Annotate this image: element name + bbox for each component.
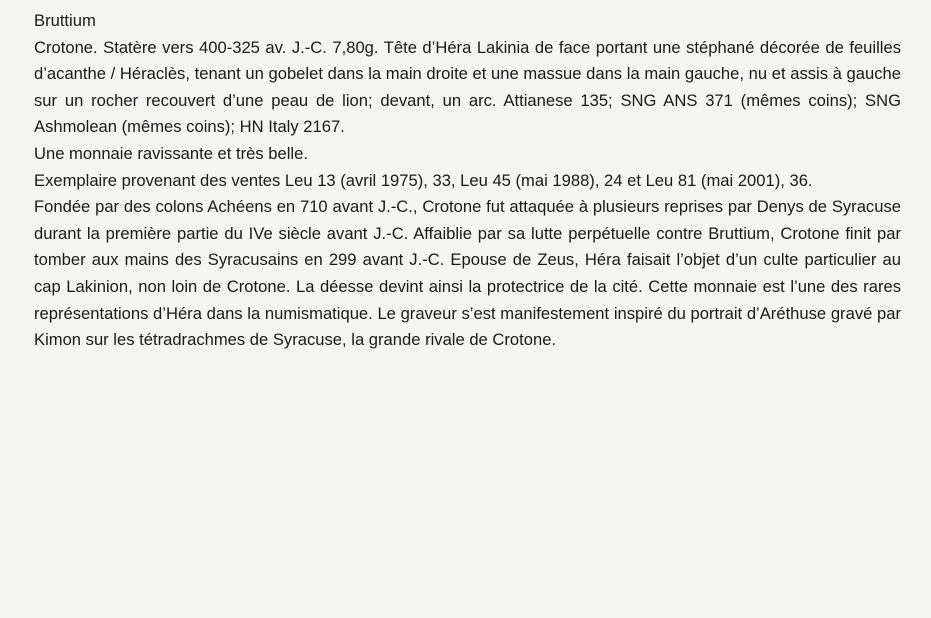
- region-heading: Bruttium: [34, 11, 96, 30]
- coin-provenance: Exemplaire provenant des ventes Leu 13 (avril 1975), 33, Leu 45 (mai 1988), 24 et Leu 81 (mai 2001), 36.: [34, 170, 813, 190]
- coin-description: Crotone. Statère vers 400-325 av. J.-C. 7,80g. Tête d’Héra Lakinia de face portant une stéphané décorée de feuilles d’acanthe / Héraclès, tenant un gobelet dans la main droite et une massue dans la main gauche, nu et assis à gauche sur un rocher recouvert d’une peau de lion; devant, un arc. Attianese 135; SNG ANS 371 (mêmes coins); SNG Ashmolean (mêmes coins); HN Italy 2167.: [34, 37, 901, 137]
- coin-grade: Une monnaie ravissante et très belle.: [34, 143, 308, 163]
- historical-note: Fondée par des colons Achéens en 710 avant J.-C., Crotone fut attaquée à plusieurs reprises par Denys de Syracuse durant la première partie du IVe siècle avant J.-C. Affaiblie par sa lutte perpétuelle contre Bruttium, Crotone finit par tomber aux mains des Syracusains en 299 avant J.-C. Epouse de Zeus, Héra faisait l’objet d’un culte particulier au cap Lakinion, non loin de Crotone. La déesse devint ainsi la protectrice de la cité. Cette monnaie est l’une des rares représentations d’Héra dans la numismatique. Le graveur s’est manifestement inspiré du portrait d’Aréthuse gravé par Kimon sur les tétradrachmes de Syracuse, la grande rivale de Crotone.: [34, 197, 901, 350]
